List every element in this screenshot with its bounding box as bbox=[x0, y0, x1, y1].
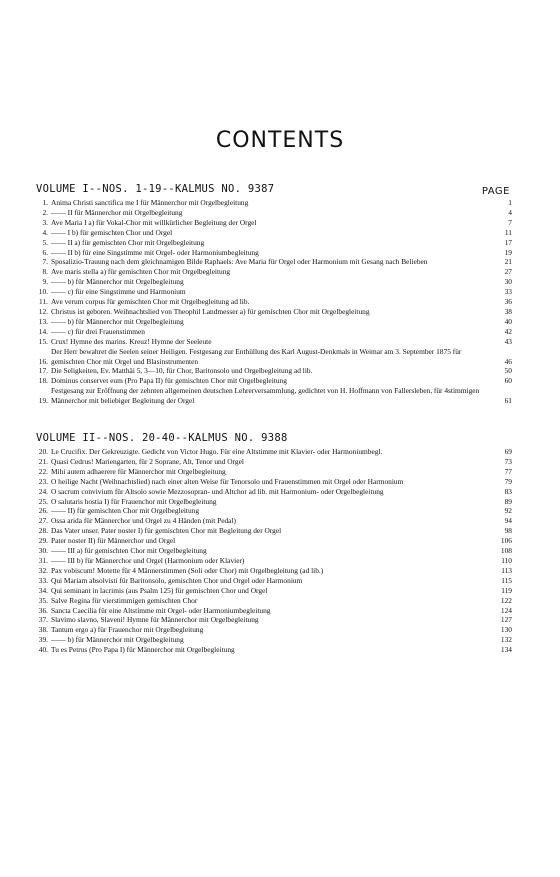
entry-page-number: 33 bbox=[504, 287, 512, 297]
entry-title: O salutaris hostia I) für Frauenchor mit Orgelbegleitung bbox=[51, 496, 217, 506]
entry-number: 8. bbox=[42, 267, 48, 277]
entry-title: Tu es Petrus (Pro Papa I) für Männerchor mit Orgelbegleitung bbox=[51, 645, 235, 655]
volume-2-heading: VOLUME II--NOS. 20-40--KALMUS NO. 9388 bbox=[36, 432, 288, 444]
toc-entry bbox=[36, 238, 512, 248]
entry-number: 31. bbox=[38, 555, 48, 565]
entry-number: 28. bbox=[38, 526, 48, 536]
toc-entry bbox=[36, 516, 512, 526]
entry-page-number: 60 bbox=[504, 376, 512, 386]
volume-2-entries bbox=[36, 447, 512, 655]
entry-page-number: 132 bbox=[500, 635, 512, 645]
entry-number: 14. bbox=[38, 326, 48, 336]
entry-page-number: 134 bbox=[500, 645, 512, 655]
toc-entry bbox=[36, 635, 512, 645]
entry-page-number: 94 bbox=[504, 516, 512, 526]
page-title: CONTENTS bbox=[215, 128, 345, 153]
entry-number: 35. bbox=[38, 595, 48, 605]
entry-title: Qui seminant in lacrimis (aus Psalm 125) für gemischten Chor und Orgel bbox=[51, 585, 268, 595]
entry-title: —— c) für drei Frauenstimmen bbox=[51, 326, 145, 336]
entry-title: Sposalizio-Trauung nach dem gleichnamigen Bilde Raphaels: Ave Maria für Orgel oder Harmonium mit Gesang nach Belieben bbox=[51, 257, 428, 267]
entry-title: O sacrum convivium für Altsolo sowie Mezzosopran- und Altchor ad lib. mit Harmonium- oder Orgelbegleitung bbox=[51, 486, 384, 496]
toc-entry bbox=[36, 625, 512, 635]
entry-number: 34. bbox=[38, 585, 48, 595]
entry-page-number: 122 bbox=[500, 595, 512, 605]
entry-number: 3. bbox=[42, 217, 48, 227]
entry-title: —— I b) für gemischten Chor und Orgel bbox=[51, 227, 173, 237]
entry-title: Festgesang zur Eröffnung der zehnten allgemeinen deutschen Lehrerversammlung, gedichtet von H. Hoffmann von Fallersleben, für 4stimmigen Männerchor mit beliebiger Begleitung der Orgel bbox=[51, 386, 480, 406]
entry-page-number: 7 bbox=[508, 217, 512, 227]
entry-title: Qui Mariam absolvisti für Baritonsolo, gemischten Chor und Orgel oder Harmonium bbox=[51, 575, 303, 585]
entry-page-number: 17 bbox=[504, 237, 512, 247]
entry-page-number: 38 bbox=[504, 306, 512, 316]
toc-entry bbox=[36, 467, 512, 477]
toc-entry bbox=[36, 497, 512, 507]
entry-page-number: 124 bbox=[500, 605, 512, 615]
entry-number: 22. bbox=[38, 466, 48, 476]
entry-number: 30. bbox=[38, 546, 48, 556]
entry-page-number: 79 bbox=[504, 476, 512, 486]
entry-page-number: 19 bbox=[504, 247, 512, 257]
entry-number: 38. bbox=[38, 625, 48, 635]
entry-title: Crux! Hymne des marins. Kreuz! Hymne der Seeleute bbox=[51, 336, 212, 346]
entry-page-number: 43 bbox=[504, 336, 512, 346]
toc-entry bbox=[36, 307, 512, 317]
entry-number: 29. bbox=[38, 536, 48, 546]
entry-page-number: 36 bbox=[504, 297, 512, 307]
entry-page-number: 127 bbox=[500, 615, 512, 625]
entry-number: 40. bbox=[38, 645, 48, 655]
entry-number: 9. bbox=[42, 277, 48, 287]
entry-title: —— b) für Männerchor mit Orgelbegleitung bbox=[51, 277, 184, 287]
entry-page-number: 106 bbox=[500, 536, 512, 546]
entry-title: Slavimo slavno, Slaveni! Hymne für Männerchor mit Orgelbegleitung bbox=[51, 615, 259, 625]
entry-title: —— II a) für gemischten Chor mit Orgelbegleitung bbox=[51, 237, 205, 247]
entry-title: Die Seligkeiten, Ev. Matthäi 5, 3—10, für Chor, Baritonsolo und Orgelbegleitung ad lib. bbox=[51, 366, 313, 376]
entry-title: Der Herr bewahret die Seelen seiner Heiligen. Festgesang zur Enthüllung des Karl August-Denkmals in Weimar am 3. September 1875 für gemischten Chor mit Orgel und Blasinstrumenten bbox=[51, 346, 462, 366]
toc-entry bbox=[36, 198, 512, 208]
toc-entry bbox=[36, 267, 512, 277]
volume-1-entries bbox=[36, 198, 512, 406]
entry-number: 1. bbox=[42, 198, 48, 207]
toc-entry bbox=[36, 218, 512, 228]
entry-title: —— II) für gemischten Chor mit Orgelbegleitung bbox=[51, 506, 200, 516]
entry-page-number: 83 bbox=[504, 486, 512, 496]
entry-number: 37. bbox=[38, 615, 48, 625]
entry-number: 10. bbox=[38, 287, 48, 297]
toc-entry bbox=[36, 386, 512, 406]
entry-page-number: 92 bbox=[504, 506, 512, 516]
toc-entry bbox=[36, 576, 512, 586]
entry-title: Ave Maria I a) für Vokal-Chor mit willkürlicher Begleitung der Orgel bbox=[51, 217, 257, 227]
page-column-label: PAGE bbox=[481, 186, 510, 197]
entry-page-number: 50 bbox=[504, 366, 512, 376]
entry-number: 15. bbox=[38, 336, 48, 346]
entry-title: Dominus conservet eum (Pro Papa II) für gemischten Chor mit Orgelbegleitung bbox=[51, 376, 287, 386]
entry-number: 26. bbox=[38, 506, 48, 516]
toc-entry bbox=[36, 376, 512, 386]
toc-entry bbox=[36, 337, 512, 347]
entry-number: 27. bbox=[38, 516, 48, 526]
toc-entry bbox=[36, 317, 512, 327]
toc-entry bbox=[36, 586, 512, 596]
toc-entry bbox=[36, 615, 512, 625]
entry-title: Tantum ergo a) für Frauenchor mit Orgelbegleitung bbox=[51, 625, 204, 635]
entry-page-number: 46 bbox=[504, 356, 512, 366]
entry-number: 19. bbox=[38, 396, 48, 406]
entry-title: Le Crucifix. Der Gekreuzigte. Gedicht von Victor Hugo. Für eine Altstimme mit Klavier- oder Harmoniumbegl. bbox=[51, 447, 383, 456]
entry-number: 17. bbox=[38, 366, 48, 376]
entry-title: Ave verum corpus für gemischten Chor mit Orgelbegleitung ad lib. bbox=[51, 297, 250, 307]
entry-page-number: 69 bbox=[504, 447, 512, 456]
entry-page-number: 30 bbox=[504, 277, 512, 287]
entry-title: Quasi Cedrus! Mariengarten, für 2 Soprane, Alt, Tenor und Orgel bbox=[51, 456, 244, 466]
entry-page-number: 113 bbox=[501, 565, 512, 575]
entry-number: 33. bbox=[38, 575, 48, 585]
toc-entry bbox=[36, 248, 512, 258]
entry-title: Sancta Caecilia für eine Altstimme mit Orgel- oder Harmoniumbegleitung bbox=[51, 605, 271, 615]
entry-number: 11. bbox=[39, 297, 48, 307]
entry-number: 39. bbox=[38, 635, 48, 645]
entry-number: 36. bbox=[38, 605, 48, 615]
entry-number: 18. bbox=[38, 376, 48, 386]
volume-1-heading: VOLUME I--NOS. 1-19--KALMUS NO. 9387 bbox=[36, 183, 275, 195]
toc-entry bbox=[36, 327, 512, 337]
entry-page-number: 27 bbox=[504, 267, 512, 277]
entry-title: —— b) für Männerchor mit Orgelbegleitung bbox=[51, 635, 184, 645]
entry-title: Christus ist geboren. Weihnachtslied von Theophil Landmesser a) für gemischten Chor mit Orgelbegleitung bbox=[51, 306, 370, 316]
entry-title: Ossa arida für Männerchor und Orgel zu 4 Händen (mit Pedal) bbox=[51, 516, 236, 526]
entry-title: —— III b) für Männerchor und Orgel (Harmonium oder Klavier) bbox=[51, 555, 245, 565]
entry-title: —— II für Männerchor mit Orgelbegleitung bbox=[51, 207, 183, 217]
toc-entry bbox=[36, 228, 512, 238]
toc-entry bbox=[36, 287, 512, 297]
toc-entry bbox=[36, 447, 512, 457]
entry-page-number: 61 bbox=[504, 396, 512, 406]
entry-title: Das Vater unser. Pater noster I) für gemischten Chor mit Begleitung der Orgel bbox=[51, 526, 282, 536]
entry-title: Ave maris stella a) für gemischten Chor mit Orgelbegleitung bbox=[51, 267, 231, 277]
entry-title: —— b) für Männerchor mit Orgelbegleitung bbox=[51, 316, 184, 326]
toc-entry bbox=[36, 556, 512, 566]
toc-entry bbox=[36, 566, 512, 576]
toc-entry bbox=[36, 347, 512, 367]
entry-number: 23. bbox=[38, 476, 48, 486]
entry-page-number: 108 bbox=[500, 546, 512, 556]
entry-page-number: 1 bbox=[508, 198, 512, 207]
entry-number: 20. bbox=[38, 447, 48, 456]
entry-title: Pax vobiscum! Motette für 4 Männerstimmen (Soli oder Chor) mit Orgelbegleitung (ad lib.) bbox=[51, 565, 324, 575]
entry-number: 25. bbox=[38, 496, 48, 506]
entry-page-number: 21 bbox=[504, 257, 512, 267]
entry-number: 24. bbox=[38, 486, 48, 496]
toc-entry bbox=[36, 257, 512, 267]
toc-entry bbox=[36, 606, 512, 616]
entry-number: 32. bbox=[38, 565, 48, 575]
toc-entry bbox=[36, 457, 512, 467]
toc-entry bbox=[36, 477, 512, 487]
toc-entry bbox=[36, 645, 512, 655]
entry-title: —— c) für eine Singstimme und Harmonium bbox=[51, 287, 186, 297]
toc-entry bbox=[36, 506, 512, 516]
entry-title: —— III a) für gemischten Chor mit Orgelbegleitung bbox=[51, 546, 207, 556]
entry-title: —— II b) für eine Singstimme mit Orgel- oder Harmoniumbegleitung bbox=[51, 247, 259, 257]
entry-number: 4. bbox=[42, 227, 48, 237]
entry-title: O heilige Nacht (Weihnachtslied) nach einer alten Weise für Tenorsolo und Frauenstimmen mit Orgel oder Harmonium bbox=[51, 476, 404, 486]
entry-title: Salve Regina für vierstimmigen gemischten Chor bbox=[51, 595, 198, 605]
entry-page-number: 115 bbox=[501, 575, 512, 585]
entry-title: Pater noster II) für Männerchor und Orgel bbox=[51, 536, 176, 546]
toc-entry bbox=[36, 526, 512, 536]
entry-number: 5. bbox=[42, 237, 48, 247]
toc-entry bbox=[36, 546, 512, 556]
entry-number: 6. bbox=[42, 247, 48, 257]
entry-page-number: 77 bbox=[504, 466, 512, 476]
toc-entry bbox=[36, 208, 512, 218]
entry-number: 12. bbox=[38, 306, 48, 316]
entry-title: Anima Christi sanctifica me I für Männerchor mit Orgelbegleitung bbox=[51, 198, 249, 207]
entry-page-number: 110 bbox=[501, 555, 512, 565]
entry-number: 2. bbox=[42, 207, 48, 217]
entry-page-number: 42 bbox=[504, 326, 512, 336]
toc-entry bbox=[36, 366, 512, 376]
entry-page-number: 98 bbox=[504, 526, 512, 536]
entry-page-number: 89 bbox=[504, 496, 512, 506]
toc-entry bbox=[36, 596, 512, 606]
entry-title: Mihi autem adhaerere für Männerchor mit Orgelbegleitung bbox=[51, 466, 226, 476]
toc-entry bbox=[36, 277, 512, 287]
entry-number: 13. bbox=[38, 316, 48, 326]
entry-page-number: 4 bbox=[508, 207, 512, 217]
entry-number: 21. bbox=[38, 456, 48, 466]
entry-page-number: 40 bbox=[504, 316, 512, 326]
entry-page-number: 73 bbox=[504, 456, 512, 466]
entry-number: 16. bbox=[38, 356, 48, 366]
toc-entry bbox=[36, 487, 512, 497]
entry-page-number: 11 bbox=[504, 227, 512, 237]
entry-number: 7. bbox=[42, 257, 48, 267]
entry-page-number: 130 bbox=[500, 625, 512, 635]
toc-entry bbox=[36, 297, 512, 307]
entry-page-number: 119 bbox=[501, 585, 512, 595]
toc-entry bbox=[36, 536, 512, 546]
